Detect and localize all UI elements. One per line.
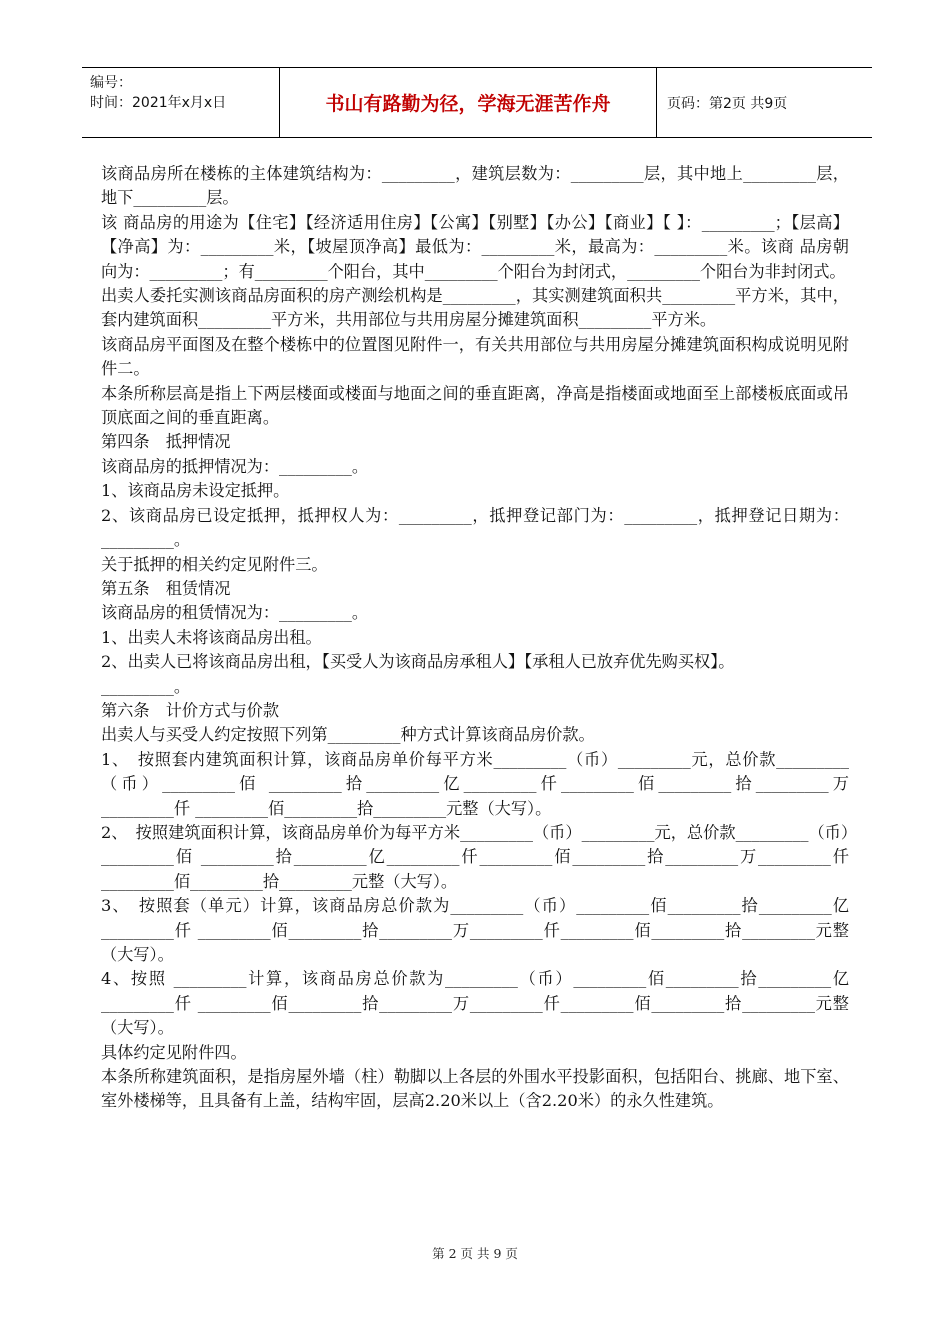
page-footer: 第 2 页 共 9 页: [432, 1246, 518, 1261]
mortgage-option-2: 2、该商品房已设定抵押，抵押权人为：_________，抵押登记部门为：_________，抵押登记日期为：_________。: [101, 505, 849, 550]
article-6-heading: 第六条 计价方式与价款: [101, 700, 280, 720]
pricing-option-2: 2、 按照建筑面积计算，该商品房单价为每平方米_________（币）_________元，总价款_________（币）_________佰 _________拾_________亿_________仟_________佰_________拾_________万_________仟 _________佰_________拾_________元整（大写）。: [101, 822, 849, 891]
header-meta: [82, 68, 280, 137]
header-motto: 书山有路勤为径，学海无涯苦作舟: [280, 68, 657, 137]
article-4-heading: 第四条 抵押情况: [101, 432, 231, 452]
paragraph-area-definition: 本条所称建筑面积，是指房屋外墙（柱）勒脚以上各层的外围水平投影面积，包括阳台、挑廊、地下室、室外楼梯等，且具备有上盖，结构牢固，层高2.20米以上（含2.20米）的永久性建筑。: [101, 1067, 849, 1111]
pricing-option-3: 3、 按照套（单元）计算，该商品房总价款为_________（币）_________佰_________拾_________亿_________仟 _________佰_________拾_________万_________仟_________佰_________拾_________元整 （大写）。: [101, 896, 866, 964]
article-5-heading: 第五条 租赁情况: [101, 578, 231, 598]
paragraph-height-definition: 本条所称层高是指上下两层楼面或楼面与地面之间的垂直距离，净高是指楼面或地面至上部楼板底面或吊顶底面之间的垂直距离。: [101, 383, 849, 428]
paragraph-pricing-annex: 具体约定见附件四。: [101, 1042, 247, 1062]
paragraph-mortgage-annex: 关于抵押的相关约定见附件三。: [101, 554, 328, 574]
lease-option-2: 2、出卖人已将该商品房出租，【买受人为该商品房承租人】【承租人已放弃优先购买权】。: [101, 652, 735, 672]
paragraph-floor-plan: 该商品房平面图及在整个楼栋中的位置图见附件一，有关共用部位与共用房屋分摊建筑面积构成说明见附件二。: [101, 334, 849, 379]
paragraph-usage: 该 商品房的用途为【住宅】【经济适用住房】【公寓】【别墅】【办公】【商业】【 】：_________；【层高】【净高】为：_________米，【坡屋顶净高】最低为：_________米，最高为：_________米。该商 品房朝向为：_________；有_________个阳台，其中_________个阳台为封闭式，_________个阳台为非封闭式。: [101, 212, 849, 281]
paragraph-pricing-method: 出卖人与买受人约定按照下列第_________种方式计算该商品房价款。: [101, 725, 595, 745]
mortgage-option-1: 1、该商品房未设定抵押。: [101, 481, 290, 501]
paragraph-mortgage-status: 该商品房的抵押情况为：_________。: [101, 456, 369, 476]
serial-number-label: 编号：: [90, 75, 132, 91]
pricing-option-4: 4、按照 _________计算，该商品房总价款为_________（币）_________佰_________拾_________亿_________仟 _________佰_________拾_________万_________仟_________佰_________拾_________元整 （大写）。: [101, 969, 866, 1038]
pricing-option-1: 1、 按照套内建筑面积计算，该商品房单价每平方米_________（币）_________元，总价款_________（币）_________佰 _________拾_________亿_________仟_________佰_________拾_________万_________仟 _________佰_________拾_________元整（大写）。: [101, 749, 849, 818]
header-page-number: 页码：第2页 共9页: [667, 95, 788, 112]
date-label: 时间：2021年x月x日: [90, 95, 227, 111]
lease-blank: _________。: [101, 676, 191, 696]
paragraph-survey: 出卖人委托实测该商品房面积的房产测绘机构是_________，其实测建筑面积共_________平方米，其中，套内建筑面积_________平方米，共用部位与共用房屋分摊建筑面积_________平方米。: [101, 286, 849, 330]
page-header: [82, 67, 872, 138]
document-body: [101, 162, 866, 1114]
paragraph-lease-status: 该商品房的租赁情况为：_________。: [101, 603, 369, 623]
lease-option-1: 1、出卖人未将该商品房出租。: [101, 627, 322, 647]
paragraph-structure: 该商品房所在楼栋的主体建筑结构为：_________，建筑层数为：_________层，其中地上_________层，地下_________层。: [101, 164, 849, 208]
